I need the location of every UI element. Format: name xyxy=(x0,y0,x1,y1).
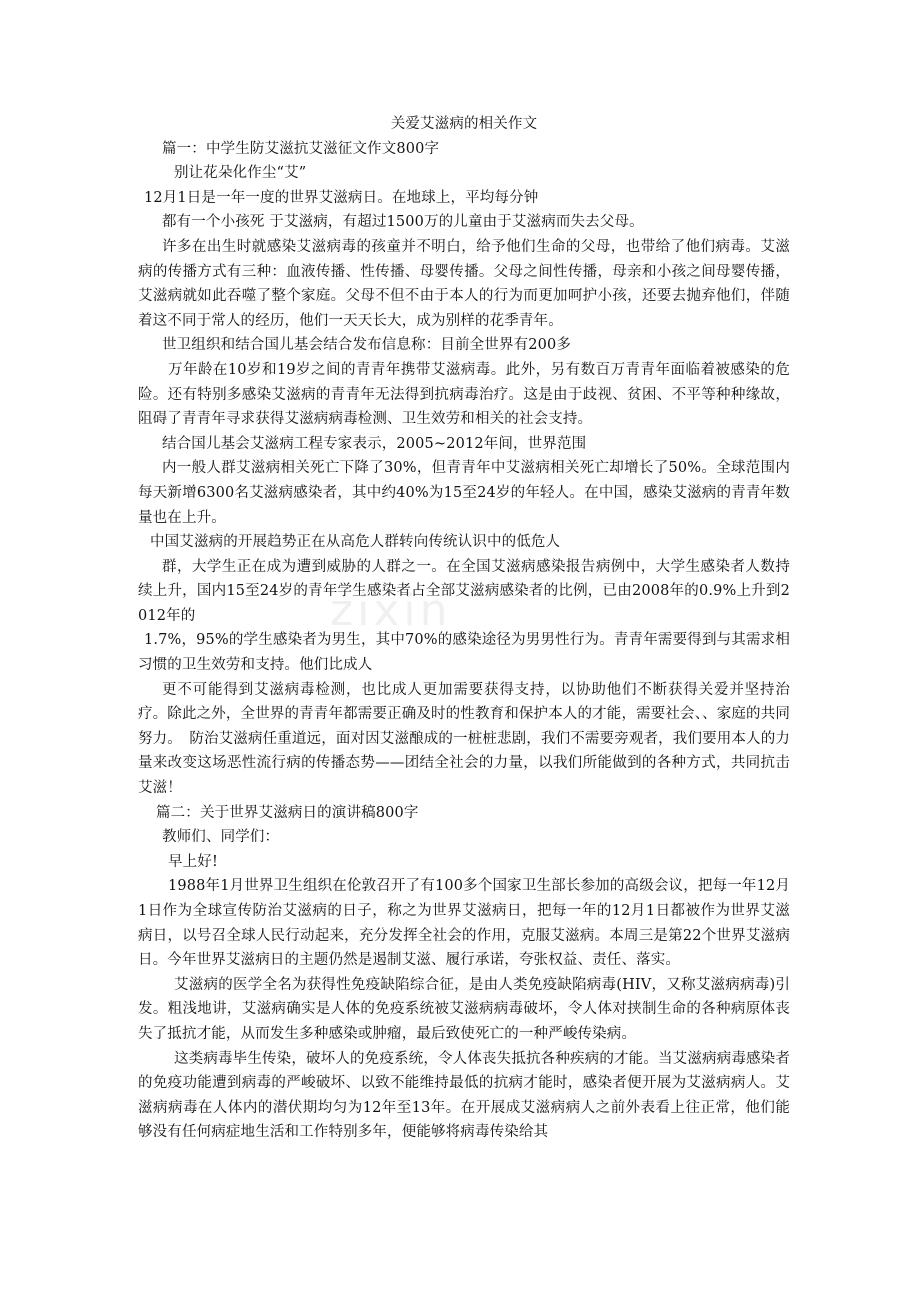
paragraph: 12月1日是一年一度的世界艾滋病日。在地球上，平均每分钟 xyxy=(144,189,539,206)
salutation: 教师们、同学们： xyxy=(162,829,280,846)
paragraph: 艾滋病的医学全名为获得性免疫缺陷综合征，是由人类免疫缺陷病毒(HIV，又称艾滋病病毒)引发。粗浅地讲，艾滋病确实是人体的免疫系统被艾滋病病毒破坏，令人体对挟制生命的各种病原体丧失了抵抗才能，从而发生多种感染或肿瘤，最后致使死亡的一种严峻传染病。 xyxy=(138,976,790,1042)
paragraph: 中国艾滋病的开展趋势正在从高危人群转向传统认识中的低危人 xyxy=(150,534,561,551)
paragraph: 群，大学生正在成为遭到威胁的人群之一。在全国艾滋病感染报告病例中，大学生感染者人数持续上升，国内15至24岁的青年学生感染者占全部艾滋病感染者的比例，已由2008年的0.9%上升到2012年的 xyxy=(138,558,790,624)
greeting: 早上好! xyxy=(168,853,218,870)
paragraph: 世卫组织和结合国儿基会结合发布信息称：目前全世界有200多 xyxy=(162,337,572,354)
paragraph: 1988年1月世界卫生组织在伦敦召开了有100多个国家卫生部长参加的高级会议，把每一年12月1日作为全球宣传防治艾滋病的日子，称之为世界艾滋病日，把每一年的12月1日都被作为世界艾滋病日，以号召全球人民行动起来，充分发挥全社会的作用，克服艾滋病。本周三是第22个世界艾滋病日。今年世界艾滋病日的主题仍然是遏制艾滋、履行承诺，夸张权益、责任、落实。 xyxy=(138,878,790,969)
paragraph: 1.7%，95%的学生感染者为男生，其中70%的感染途径为男男性行为。青青年需要得到与其需求相习惯的卫生效劳和支持。他们比成人 xyxy=(138,632,790,674)
paragraph: 内一般人群艾滋病相关死亡下降了30%，但青青年中艾滋病相关死亡却增长了50%。全球范围内每天新增6300名艾滋病感染者，其中约40%为15至24岁的年轻人。在中国，感染艾滋病的青青年数量也在上升。 xyxy=(138,460,790,526)
section-heading-1: 篇一：中学生防艾滋抗艾滋征文作文800字 xyxy=(162,140,440,157)
watermark: zixin xyxy=(330,585,452,636)
paragraph: 都有一个小孩死 于艾滋病，有超过1500万的儿童由于艾滋病而失去父母。 xyxy=(162,214,644,231)
section-heading-2: 篇二：关于世界艾滋病日的演讲稿800字 xyxy=(156,804,419,821)
paragraph: 更不可能得到艾滋病毒检测，也比成人更加需要获得支持，以协助他们不断获得关爱并坚持治疗。除此之外，全世界的青青年都需要正确及时的性教育和保护本人的才能，需要社会、、家庭的共同努力。 防治艾滋病任重道远，面对因艾滋酿成的一桩桩悲剧，我们不需要旁观者，我们要用本人的力量来改变这场恶性流行病的传播态势——团结全社会的力量，以我们所能做到的各种方式，共同抗击艾滋！ xyxy=(138,681,790,797)
document-title: 关爱艾滋病的相关作文 xyxy=(390,116,538,132)
paragraph: 这类病毒毕生传染，破坏人的免疫系统，令人体丧失抵抗各种疾病的才能。当艾滋病病毒感染者的免疫功能遭到病毒的严峻破坏、以致不能维持最低的抗病才能时，感染者便开展为艾滋病病人。艾滋病病毒在人体内的潜伏期均匀为12年至13年。在开展成艾滋病病人之前外表看上往正常，他们能够没有任何病症地生活和工作特别多年，便能够将病毒传染给其 xyxy=(138,1050,790,1141)
document-body xyxy=(138,112,790,1145)
essay-subtitle: 别让花朵化作尘“艾” xyxy=(174,165,307,182)
paragraph: 许多在出生时就感染艾滋病毒的孩童并不明白，给予他们生命的父母，也带给了他们病毒。艾滋病的传播方式有三种：血液传播、性传播、母婴传播。父母之间性传播，母亲和小孩之间母婴传播，艾滋病就如此吞噬了整个家庭。父母不但不由于本人的行为而更加呵护小孩，还要去抛弃他们，伴随着这不同于常人的经历，他们一天天长大，成为别样的花季青年。 xyxy=(138,238,790,329)
paragraph: 万年龄在10岁和19岁之间的青青年携带艾滋病毒。此外，另有数百万青青年面临着被感染的危险。还有特别多感染艾滋病的青青年无法得到抗病毒治疗。这是由于歧视、贫困、不平等种种缘故，阻碍了青青年寻求获得艾滋病病毒检测、卫生效劳和相关的社会支持。 xyxy=(138,361,790,428)
paragraph: 结合国儿基会艾滋病工程专家表示，2005~2012年间，世界范围 xyxy=(162,435,587,452)
